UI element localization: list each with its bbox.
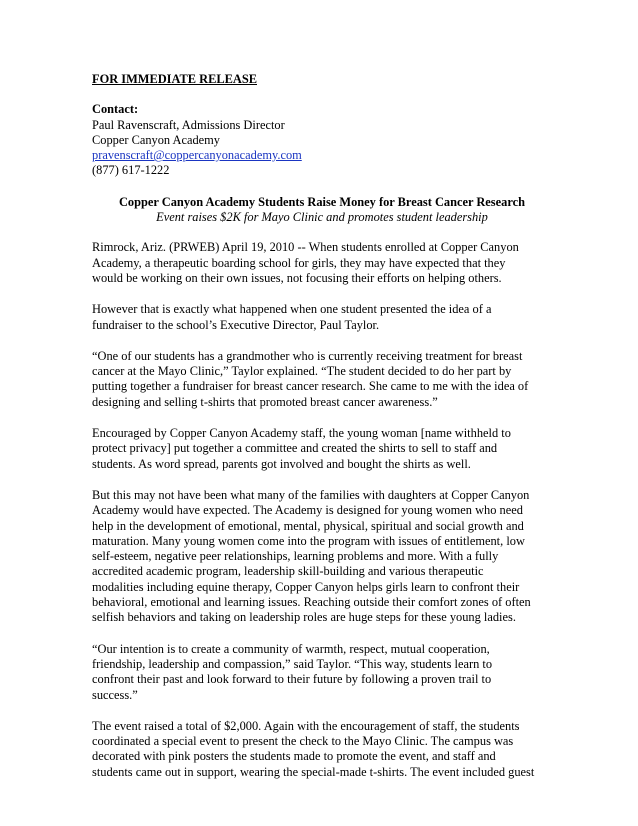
paragraph	[92, 488, 552, 626]
paragraph	[92, 302, 552, 333]
paragraph-line: But this may not have been what many of the families with daughters at Copper Canyon	[92, 487, 530, 502]
paragraph	[92, 642, 552, 703]
body-text	[92, 240, 552, 780]
subheadline: Event raises $2K for Mayo Clinic and promotes student leadership	[156, 210, 488, 225]
headline: Copper Canyon Academy Students Raise Money for Breast Cancer Research	[118, 194, 525, 209]
contact-name-title: Paul Ravenscraft, Admissions Director	[92, 117, 285, 132]
paragraph-line: fundraiser to the school’s Executive Director, Paul Taylor.	[92, 317, 380, 332]
paragraph-line: putting together a fundraiser for breast cancer research. She came to me with the idea of	[92, 379, 529, 394]
paragraph-line: self-esteem, negative peer relationships, learning problems and more. With a fully	[92, 549, 499, 564]
paragraph-line: students came out in support, wearing the special-made t-shirts. The event included guest	[92, 764, 535, 779]
contact-email-link[interactable]: pravenscraft@coppercanyonacademy.com	[92, 148, 302, 163]
paragraph-line: However that is exactly what happened when one student presented the idea of a	[92, 302, 492, 317]
paragraph-line: modalities including equine therapy, Copper Canyon helps girls learn to confront their	[92, 579, 520, 594]
paragraph	[92, 719, 552, 780]
paragraph-line: students. As word spread, parents got involved and bought the shirts as well.	[92, 456, 471, 471]
paragraph-line: would be working on their own issues, not focusing their efforts on helping others.	[92, 270, 502, 285]
paragraph-line: maturation. Many young women come into the program with issues of entitlement, low	[92, 533, 525, 548]
contact-label: Contact:	[92, 102, 139, 117]
paragraph-line: Encouraged by Copper Canyon Academy staff, the young woman [name withheld to	[92, 426, 511, 441]
paragraph-line: Rimrock, Ariz. (PRWEB) April 19, 2010 -- When students enrolled at Copper Canyon	[92, 240, 519, 255]
paragraph-line: help in the development of emotional, mental, physical, spiritual and social growth and	[92, 518, 524, 533]
paragraph	[92, 426, 552, 472]
press-release-page	[92, 72, 552, 780]
paragraph-line: The event raised a total of $2,000. Again with the encouragement of staff, the students	[92, 718, 520, 733]
paragraph-line: accredited academic program, leadership skill-building and various therapeutic	[92, 564, 484, 579]
paragraph-line: success.”	[92, 687, 138, 702]
contact-phone: (877) 617-1222	[92, 163, 170, 178]
release-label: FOR IMMEDIATE RELEASE	[92, 72, 257, 86]
paragraph	[92, 240, 552, 286]
paragraph-line: “Our intention is to create a community of warmth, respect, mutual cooperation,	[92, 641, 490, 656]
paragraph-line: “One of our students has a grandmother who is currently receiving treatment for breast	[92, 348, 523, 363]
paragraph-line: designing and selling t-shirts that promoted breast cancer awareness.”	[92, 394, 438, 409]
paragraph-line: Academy would have expected. The Academy is designed for young women who need	[92, 503, 523, 518]
paragraph-line: friendship, leadership and compassion,” said Taylor. “This way, students learn to	[92, 656, 493, 671]
paragraph-line: protect privacy] put together a committee and created the shirts to sell to staff and	[92, 441, 498, 456]
paragraph-line: Academy, a therapeutic boarding school for girls, they may have expected that they	[92, 255, 506, 270]
paragraph-line: coordinated a special event to present the check to the Mayo Clinic. The campus was	[92, 734, 514, 749]
paragraph-line: selfish behaviors and taking on leadership roles are huge steps for these young ladies.	[92, 610, 516, 625]
contact-organization: Copper Canyon Academy	[92, 132, 221, 147]
paragraph-line: cancer at the Mayo Clinic,” Taylor explained. “The student decided to do her part by	[92, 364, 512, 379]
contact-block	[92, 102, 552, 178]
paragraph-line: decorated with pink posters the students made to promote the event, and staff and	[92, 749, 496, 764]
paragraph-line: behavioral, emotional and learning issues. Reaching outside their comfort zones of often	[92, 595, 531, 610]
paragraph-line: confront their past and look forward to their future by following a proven trail to	[92, 672, 492, 687]
paragraph	[92, 349, 552, 410]
